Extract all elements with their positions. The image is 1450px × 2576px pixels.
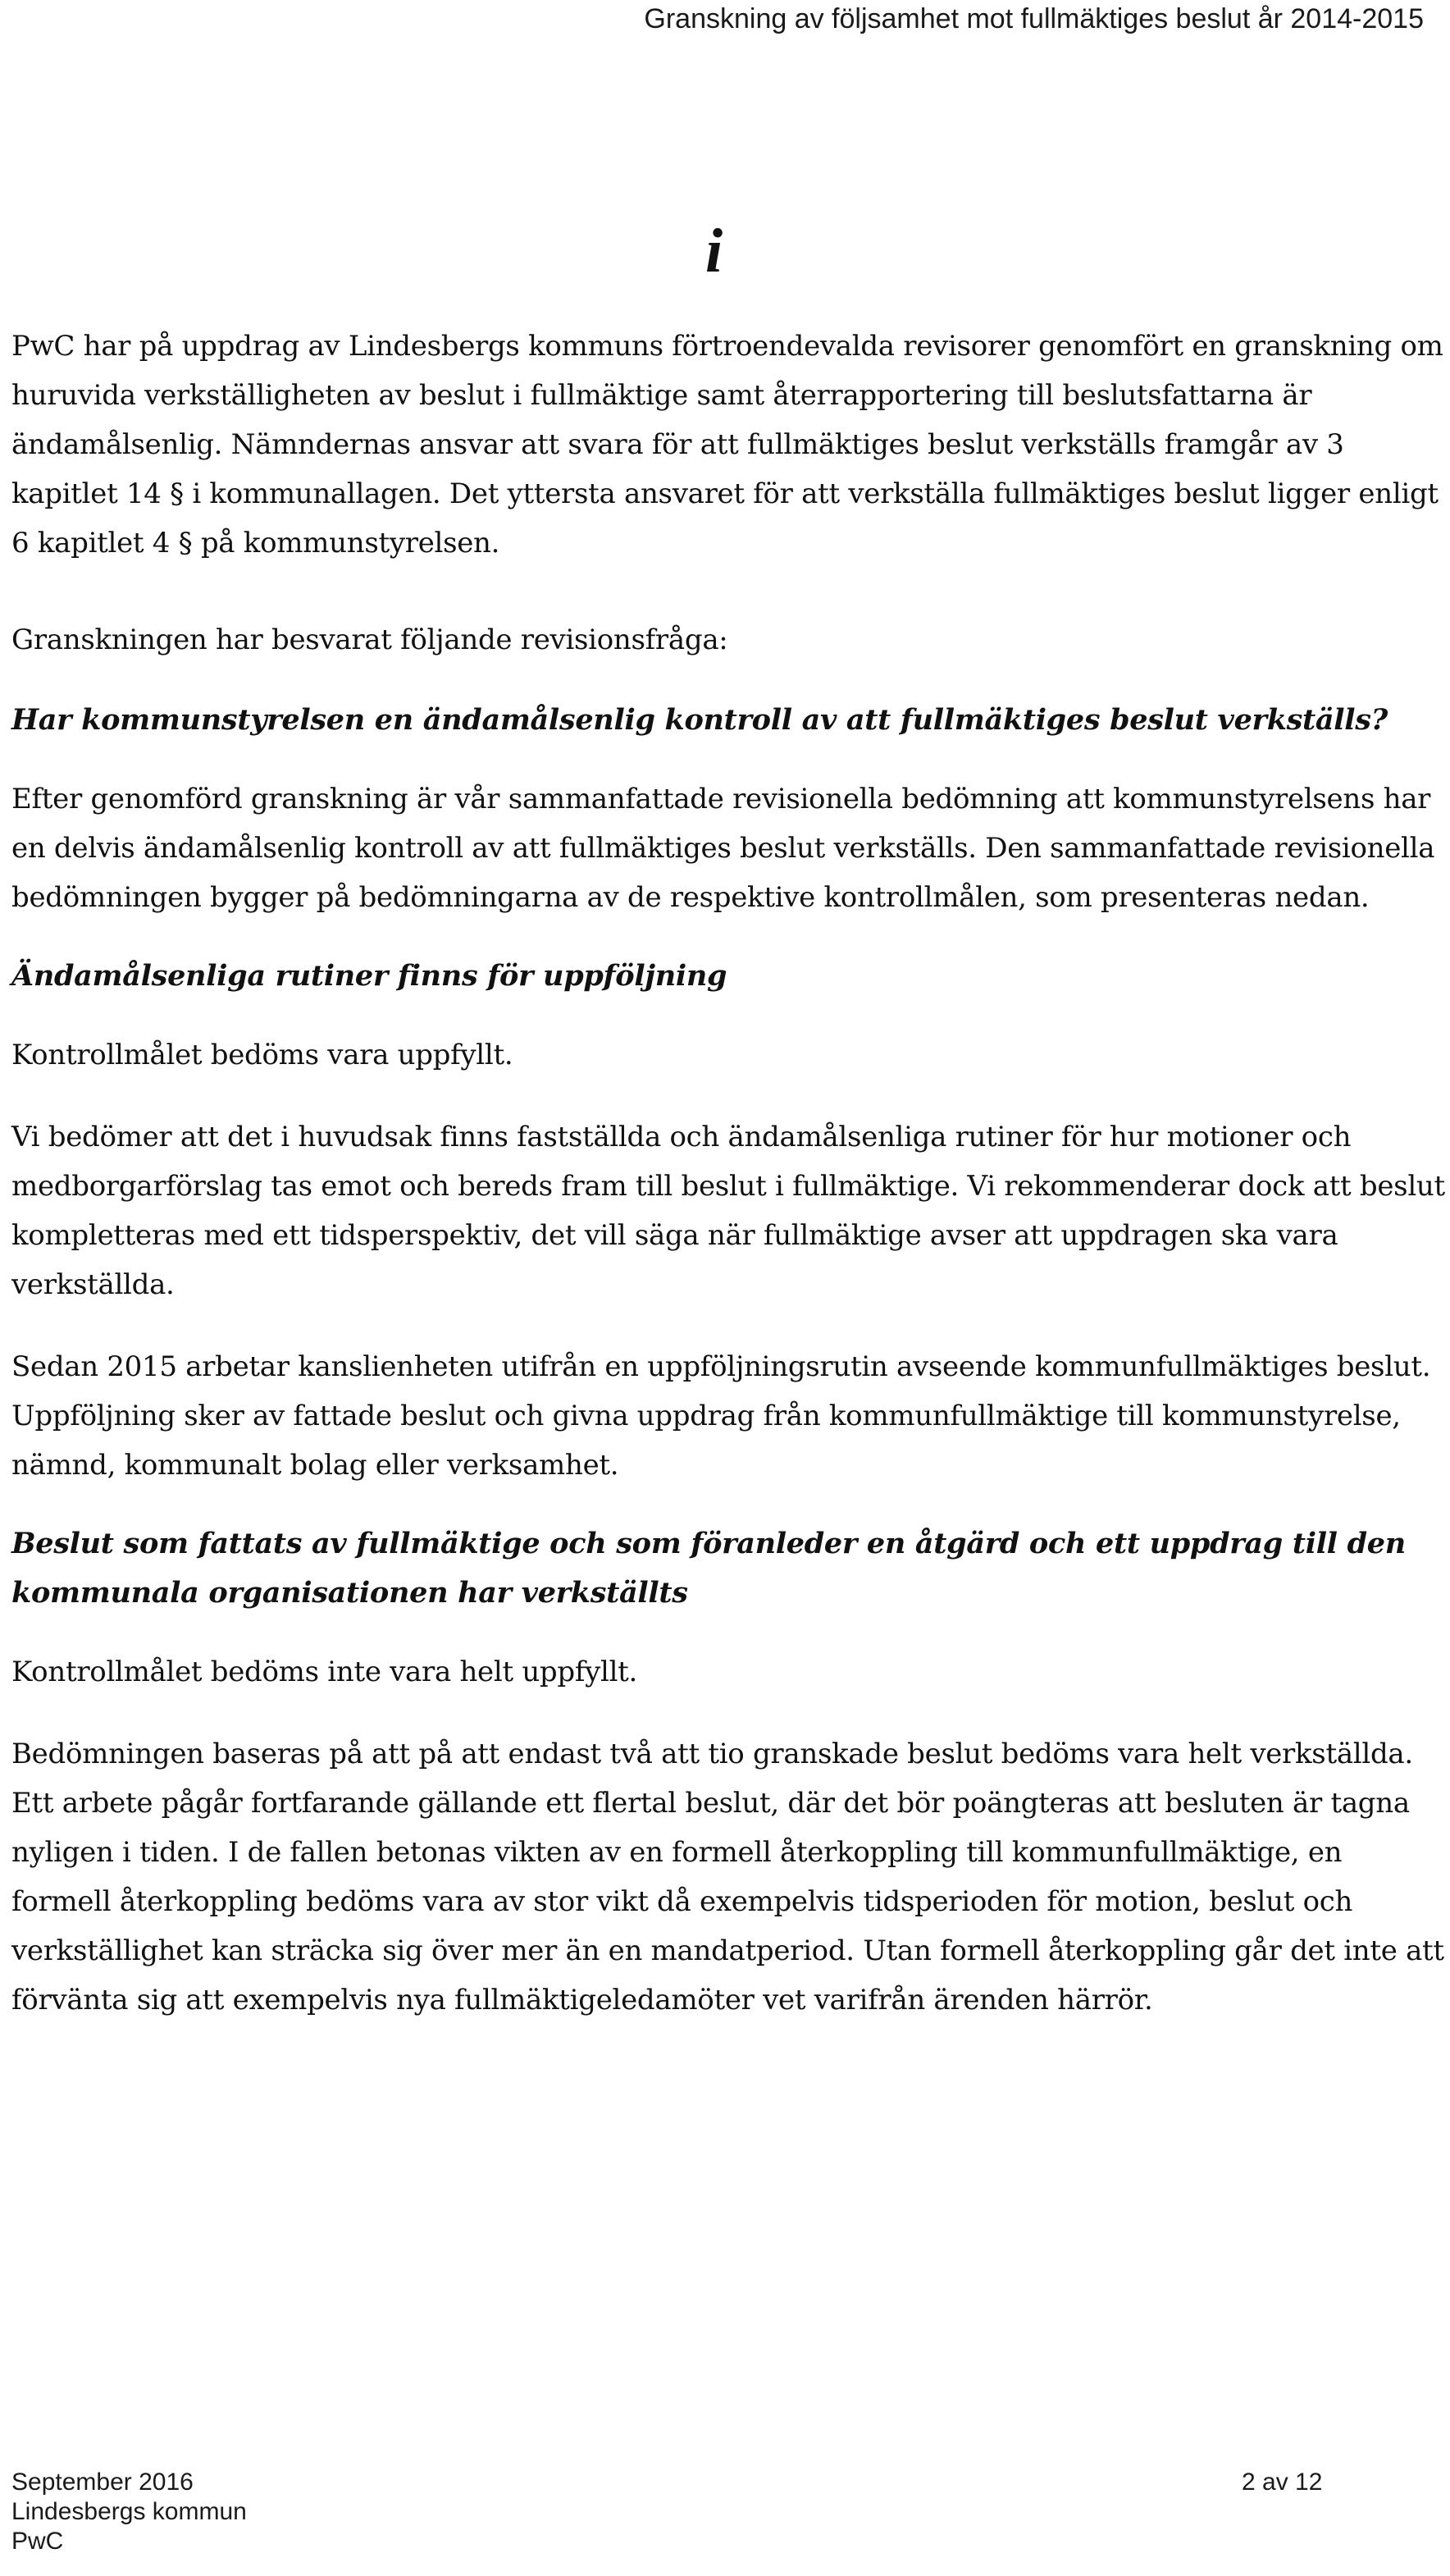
page-number: 2 av 12	[1242, 2469, 1323, 2496]
control-goal-1-heading: Ändamålsenliga rutiner finns för uppföljning	[11, 959, 727, 993]
intro-paragraph: PwC har på uppdrag av Lindesbergs kommuns förtroendevalda revisorer genomfört en granskning om huruvida verkställigheten av beslut i fullmäktige samt återrapportering till beslutsfattarna är ändamålsenlig. Nämndernas ansvar att svara för att fullmäktiges beslut verkställs framgår av 3 kapitlet 14 § i kommunallagen. Det yttersta ansvaret för att verkställa fullmäktiges beslut ligger enligt 6 kapitlet 4 § på kommunstyrelsen.	[11, 330, 1443, 560]
page-footer	[11, 2468, 247, 2556]
footer-organization: Lindesbergs kommun	[11, 2498, 247, 2525]
control-goal-1-routine: Sedan 2015 arbetar kanslienheten utifrån en uppföljningsrutin avseende kommunfullmäktiges beslut. Uppföljning sker av fattade beslut och givna uppdrag från kommunfullmäktige till kommunstyrelse, nämnd, kommunalt bolag eller verksamhet.	[11, 1350, 1431, 1482]
control-goal-2-verdict: Kontrollmålet bedöms inte vara helt uppfyllt.	[11, 1656, 638, 1688]
footer-company: PwC	[11, 2528, 64, 2555]
page-header-title: Granskning av följsamhet mot fullmäktiges beslut år 2014-2015	[644, 3, 1424, 34]
revision-question-intro: Granskningen har besvarat följande revisionsfråga:	[11, 623, 728, 656]
document-body	[11, 322, 1447, 2025]
control-goal-2-heading: Beslut som fattats av fullmäktige och som föranleder en åtgärd och ett uppdrag till den kommunala organisationen har verkställts	[11, 1527, 1406, 1610]
control-goal-2-assessment: Bedömningen baseras på att på att endast två att tio granskade beslut bedöms vara helt verkställda. Ett arbete pågår fortfarande gällande ett flertal beslut, där det bör poängteras att besluten är tagna nyligen i tiden. I de fallen betonas vikten av en formell återkoppling till kommunfullmäktige, en formell återkoppling bedöms vara av stor vikt då exempelvis tidsperioden för motion, beslut och verkställighet kan sträcka sig över mer än en mandatperiod. Utan formell återkoppling går det inte att förvänta sig att exempelvis nya fullmäktigeledamöter vet varifrån ärenden härrör.	[11, 1738, 1444, 2016]
control-goal-1-assessment: Vi bedömer att det i huvudsak finns fastställda och ändamålsenliga rutiner för hur motioner och medborgarförslag tas emot och bereds fram till beslut i fullmäktige. Vi rekommenderar dock att beslut kompletteras med ett tidsperspektiv, det vill säga när fullmäktige avser att uppdragen ska vara verkställda.	[11, 1121, 1445, 1301]
control-goal-1-verdict: Kontrollmålet bedöms vara uppfyllt.	[11, 1039, 513, 1071]
summary-assessment-paragraph: Efter genomförd granskning är vår sammanfattade revisionella bedömning att kommunstyrelsens har en delvis ändamålsenlig kontroll av att fullmäktiges beslut verkställs. Den sammanfattade revisionella bedömningen bygger på bedömningarna av de respektive kontrollmålen, som presenteras nedan.	[11, 783, 1435, 914]
revision-question-heading: Har kommunstyrelsen en ändamålsenlig kontroll av att fullmäktiges beslut verkställs?	[11, 703, 1388, 737]
footer-date: September 2016	[11, 2469, 194, 2496]
italic-i-mark-icon: i	[705, 217, 723, 285]
